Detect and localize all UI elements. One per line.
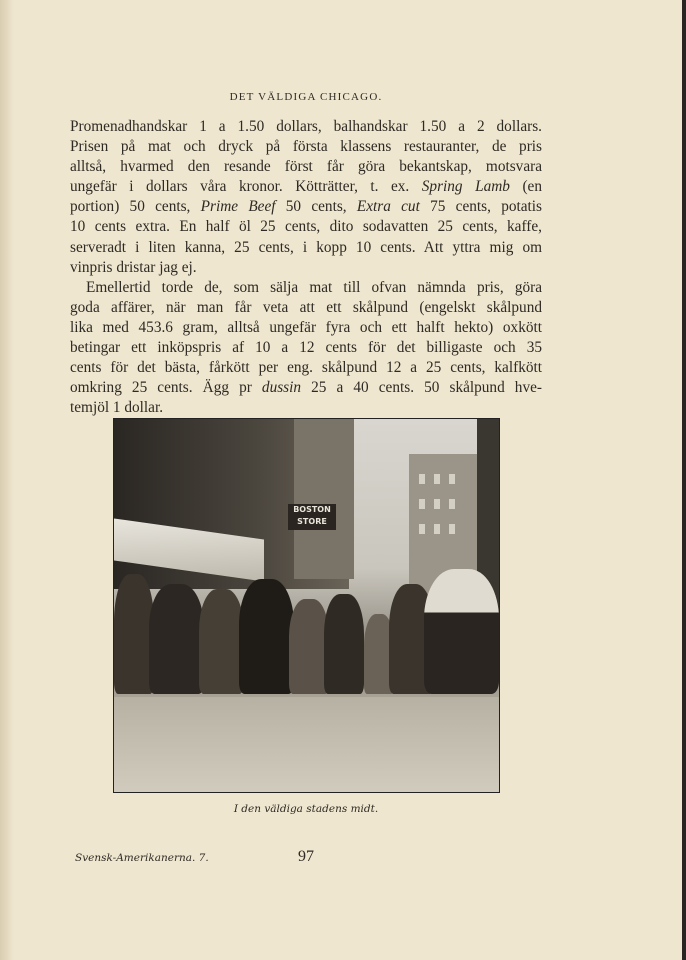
text-line: Promenadhandskar 1 a 1.50 dollars, balhandskar 1.50 a 2 dollars. xyxy=(70,118,542,135)
text-line: serveradt i liten kanna, 25 cents, i kopp 10 cents. Att yttra mig om xyxy=(70,238,542,256)
text-segment: (en xyxy=(509,178,542,196)
text-line xyxy=(70,197,542,217)
building-left-far xyxy=(294,419,354,579)
text-line xyxy=(70,177,542,197)
street-photograph xyxy=(113,418,500,793)
italic-term: Prime Beef xyxy=(200,198,276,216)
page-edge-shadow xyxy=(0,0,14,960)
text-line xyxy=(70,378,542,398)
sign-text: STORE xyxy=(297,517,327,526)
text-line: alltså, hvarmed den resande först får göra bekantskap, motsvara xyxy=(70,158,542,176)
running-head: DET VÄLDIGA CHICAGO. xyxy=(229,91,383,103)
text-line: Prisen på mat och dryck på första klassens restauranter, de pris xyxy=(70,138,542,156)
sign-text: BOSTON xyxy=(293,505,331,514)
text-segment: 25 a 40 cents. 50 skålpund hve- xyxy=(301,379,542,397)
text-line: Emellertid torde de, som sälja mat till ofvan nämnda pris, göra xyxy=(86,278,542,296)
italic-term: dussin xyxy=(261,379,302,397)
page-number: 97 xyxy=(298,848,314,865)
text-line: temjöl 1 dollar. xyxy=(70,399,164,417)
text-line: vinpris dristar jag ej. xyxy=(70,258,197,276)
photo-caption: I den väldiga stadens midt. xyxy=(233,803,379,815)
text-segment: portion) 50 cents, xyxy=(70,198,201,216)
text-line: 10 cents extra. En half öl 25 cents, dito sodavatten 25 cents, kaffe, xyxy=(70,218,542,236)
text-line: cents för det bästa, fårkött per eng. skålpund 12 a 25 cents, kalfkött xyxy=(70,359,542,377)
italic-term: Spring Lamb xyxy=(421,178,510,196)
crowd xyxy=(114,569,499,694)
text-segment: ungefär i dollars våra kronor. Kötträtter, t. ex. xyxy=(70,178,422,196)
text-segment: 75 cents, potatis xyxy=(419,198,542,216)
text-line: betingar ett inköpspris af 10 a 12 cents för det billigaste och 35 xyxy=(70,339,542,357)
text-segment: 50 cents, xyxy=(275,198,357,216)
street xyxy=(114,697,499,792)
signature-mark: Svensk-Amerikanerna. 7. xyxy=(75,852,209,864)
page-right-edge xyxy=(682,0,686,960)
italic-term: Extra cut xyxy=(356,198,420,216)
boston-store-sign xyxy=(288,504,336,530)
text-line: lika med 453.6 gram, alltså ungefär fyra och ett halft hekto) oxkött xyxy=(70,318,542,336)
text-line: goda affärer, när man får veta att ett skålpund (engelskt skålpund xyxy=(70,298,542,316)
body-text xyxy=(70,117,542,418)
text-segment: omkring 25 cents. Ägg pr xyxy=(70,379,262,397)
